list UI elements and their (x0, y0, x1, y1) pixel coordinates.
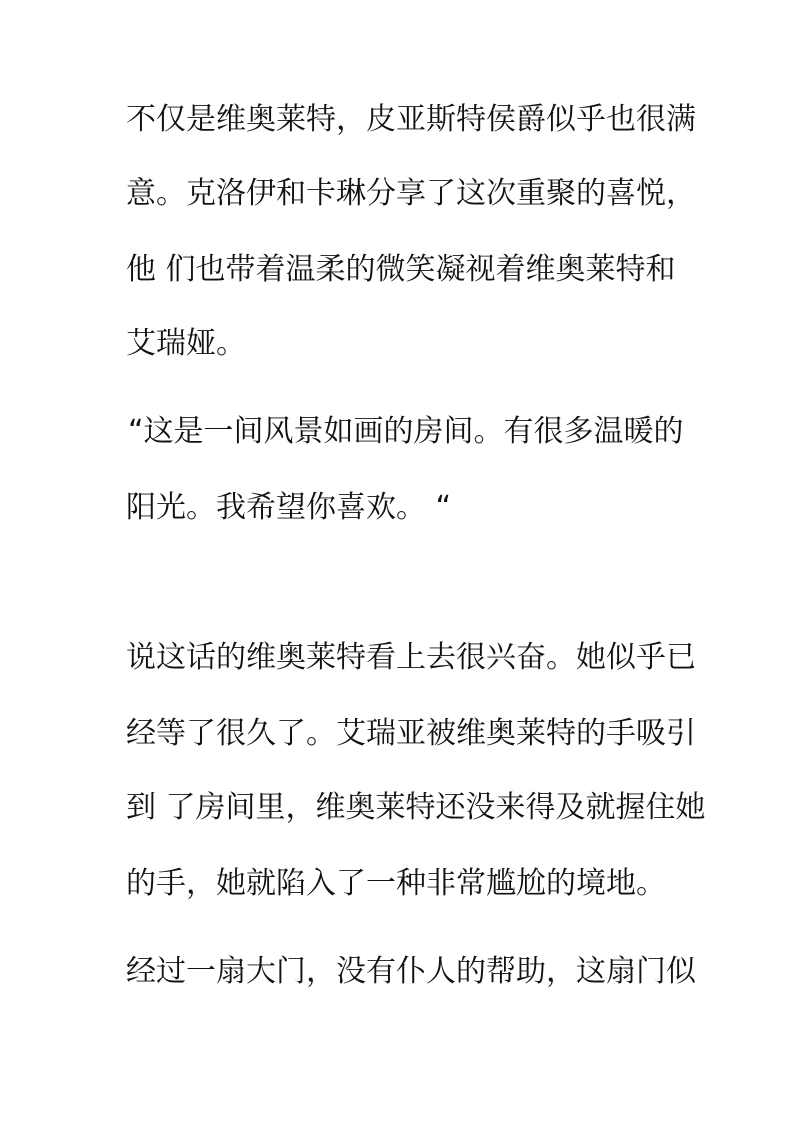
text-line: 阳光。我希望你喜欢。 “ (126, 490, 452, 525)
text-line: 意。克洛伊和卡琳分享了这次重聚的喜悦， (126, 176, 696, 211)
text-line: “这是一间风景如画的房间。有很多温暖的 (128, 414, 684, 449)
text-line: 的手，她就陷入了一种非常尴尬的境地。 (126, 866, 666, 901)
text-line: 经等了很久了。艾瑞亚被维奥莱特的手吸引 (126, 716, 696, 751)
text-line: 他 们也带着温柔的微笑凝视着维奥莱特和 (126, 252, 676, 287)
text-line: 说这话的维奥莱特看上去很兴奋。她似乎已 (126, 640, 696, 675)
text-line: 艾瑞娅。 (126, 326, 246, 361)
text-line: 经过一扇大门，没有仆人的帮助，这扇门似 (126, 954, 696, 989)
text-line: 到 了房间里，维奥莱特还没来得及就握住她 (126, 790, 706, 825)
text-line: 不仅是维奥莱特，皮亚斯特侯爵似乎也很满 (126, 102, 696, 137)
